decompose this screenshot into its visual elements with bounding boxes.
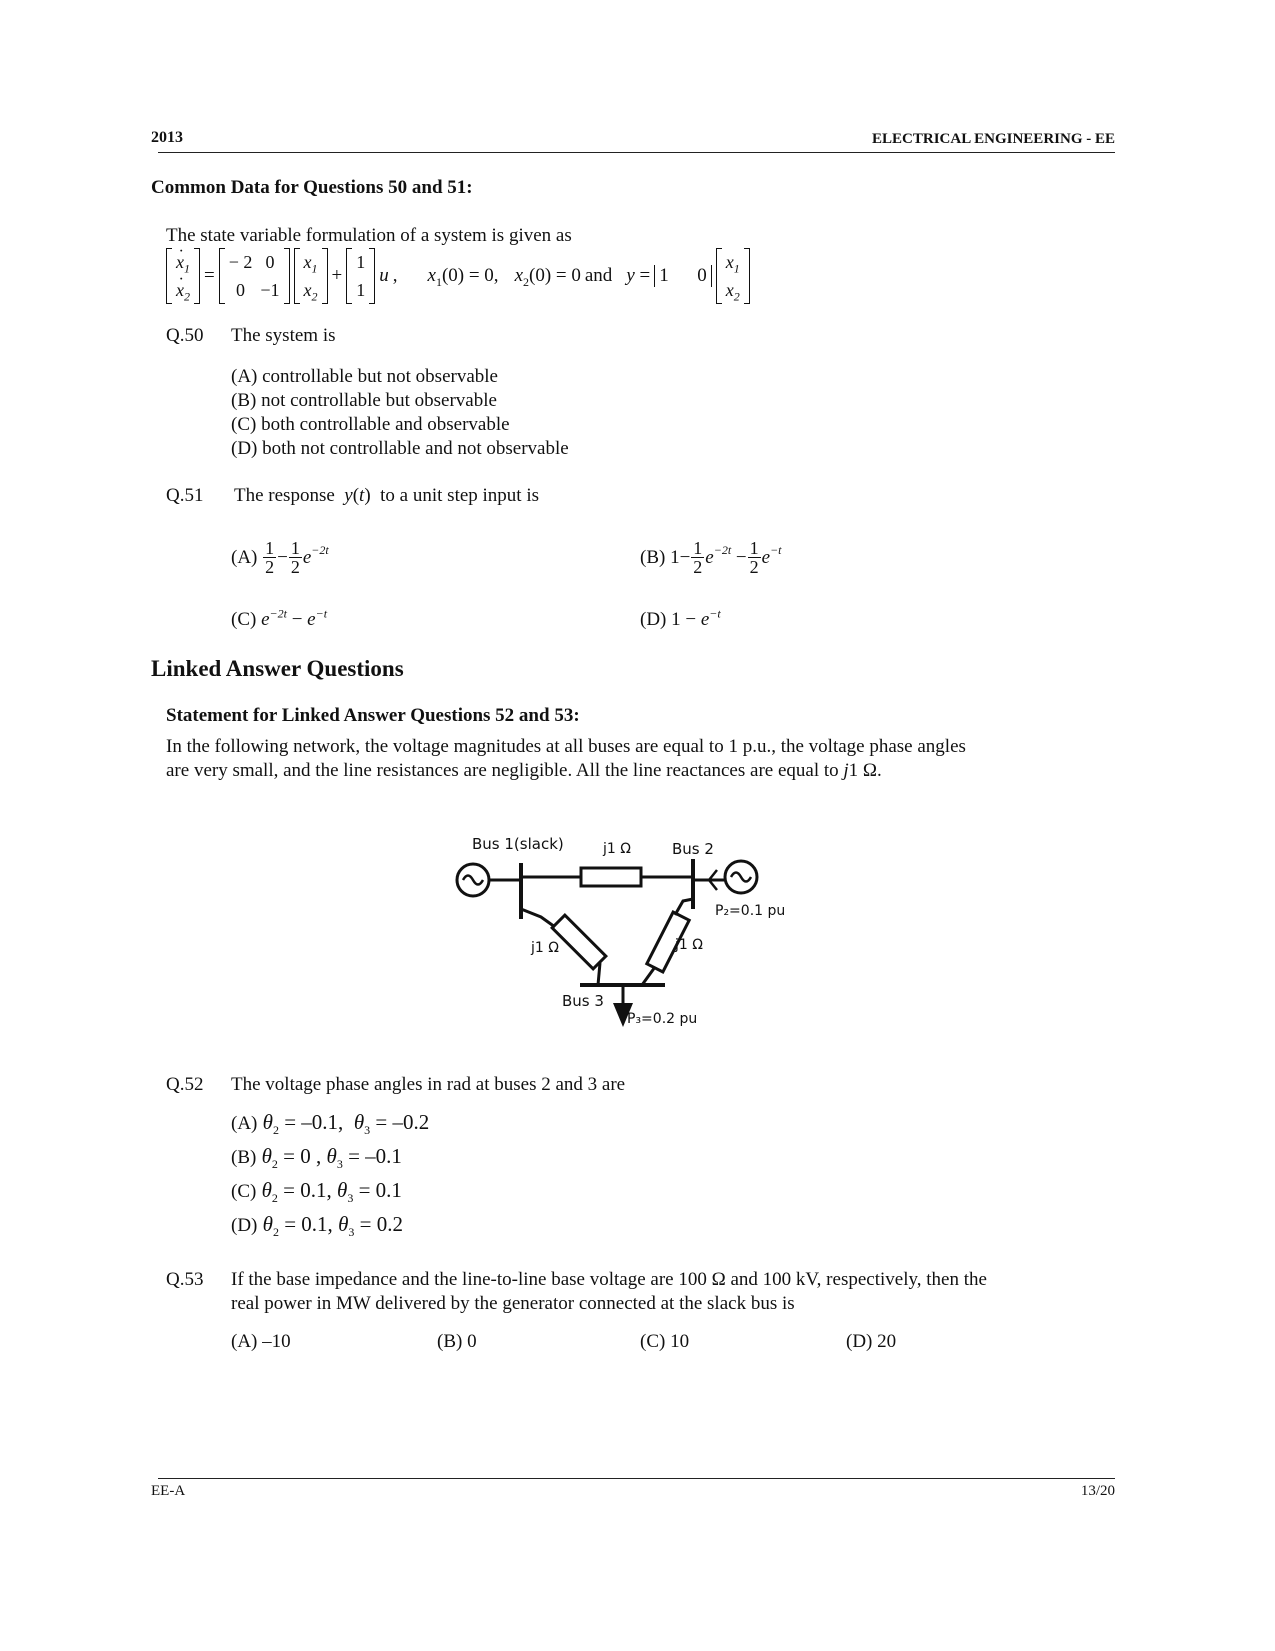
q53-stem-line1: If the base impedance and the line-to-line base voltage are 100 Ω and 100 kV, respectively, then the	[231, 1269, 987, 1290]
q53-option-a[interactable]: (A) –10	[231, 1331, 291, 1352]
footer-rule	[158, 1478, 1115, 1479]
footer-code: EE-A	[151, 1483, 186, 1499]
common-data-title: Common Data for Questions 50 and 51:	[151, 177, 473, 198]
q53-option-c[interactable]: (C) 10	[640, 1331, 690, 1352]
linked-section-title: Linked Answer Questions	[151, 656, 404, 681]
q51-option-a[interactable]: (A) $\frac{1}{2}$ − $\frac{1}{2}$ e $^{-2t}$	[231, 538, 329, 577]
q52-number: Q.52	[166, 1074, 204, 1095]
q51-option-d[interactable]: (D) $1 - e^{-t}$	[640, 606, 721, 630]
network-diagram	[455, 825, 825, 1035]
q50-option-d[interactable]: (D) both not controllable and not observable	[231, 438, 569, 459]
q52-option-a[interactable]: (A) $\theta_2 = -0.1$, $\theta_3 = -0.2$	[231, 1110, 430, 1138]
q51-stem: The response y(t) to a unit step input is	[234, 485, 540, 506]
q52-stem: The voltage phase angles in rad at buses 2 and 3 are	[231, 1074, 626, 1095]
q51-option-b[interactable]: (B) 1− $\frac{1}{2}$ e $^{-2t}$ − $\frac{1}{2}$ e $^{-t}$	[640, 538, 782, 577]
matrix-a: − 2 0 0 −1	[219, 248, 290, 304]
bus-3-label: Bus 3	[562, 992, 604, 1010]
q51-number: Q.51	[166, 485, 204, 506]
q50-option-c[interactable]: (C) both controllable and observable	[231, 414, 510, 435]
linked-statement-line1: In the following network, the voltage magnitudes at all buses are equal to 1 p.u., the voltage phase angles	[166, 736, 966, 757]
vector-b: 1 1	[346, 248, 375, 304]
p2-label: P₂=0.1 pu	[715, 903, 786, 919]
output-matrix: 1 0	[654, 265, 712, 287]
line-13-reactance	[552, 915, 606, 969]
exam-subject: ELECTRICAL ENGINEERING - EE	[872, 131, 1115, 147]
linked-statement-title: Statement for Linked Answer Questions 52 and 53:	[166, 705, 580, 726]
state-equation: · $x_1$ · $x_2$ = − 2 0 0 −1 $x_1$ $x_2$ + 1 1 u , $x_1(0) = 0$, $x_2(0) = 0$ and y = 1 0 $x_1$ $x_2$	[166, 248, 754, 304]
line-23-label: j1 Ω	[675, 937, 703, 953]
line-12-reactance	[581, 868, 641, 886]
and-label: and	[584, 265, 613, 286]
q53-number: Q.53	[166, 1269, 204, 1290]
state-derivative-vector: · $x_1$ · $x_2$	[166, 248, 200, 304]
header-rule	[158, 152, 1115, 153]
page-number: 13/20	[1080, 1483, 1115, 1499]
bus-2-label: Bus 2	[672, 840, 714, 858]
state-vector: $x_1$ $x_2$	[294, 248, 328, 304]
line-13-label: j1 Ω	[531, 940, 559, 956]
q53-option-b[interactable]: (B) 0	[437, 1331, 477, 1352]
q53-option-d[interactable]: (D) 20	[846, 1331, 897, 1352]
exam-year: 2013	[151, 129, 183, 146]
q50-option-b[interactable]: (B) not controllable but observable	[231, 390, 497, 411]
common-data-intro: The state variable formulation of a system is given as	[166, 225, 572, 246]
q51-option-c[interactable]: (C) $e^{-2t} - e^{-t}$	[231, 606, 328, 630]
q50-number: Q.50	[166, 325, 204, 346]
q52-option-c[interactable]: (C) $\theta_2 = 0.1$, $\theta_3 = 0.1$	[231, 1178, 402, 1206]
linked-statement-line2: are very small, and the line resistances are negligible. All the line reactances are equal to j1 Ω.	[166, 760, 882, 781]
q50-stem: The system is	[231, 325, 336, 346]
line-12-label: j1 Ω	[603, 841, 631, 857]
q52-option-d[interactable]: (D) $\theta_2 = 0.1$, $\theta_3 = 0.2$	[231, 1212, 403, 1240]
q50-option-a[interactable]: (A) controllable but not observable	[231, 366, 498, 387]
q53-stem-line2: real power in MW delivered by the generator connected at the slack bus is	[231, 1293, 795, 1314]
bus-1-label: Bus 1(slack)	[472, 835, 564, 853]
output-state-vector: $x_1$ $x_2$	[716, 248, 750, 304]
q52-option-b[interactable]: (B) $\theta_2 = 0$ , $\theta_3 = -0.1$	[231, 1144, 402, 1172]
p3-label: P₃=0.2 pu	[627, 1011, 698, 1027]
